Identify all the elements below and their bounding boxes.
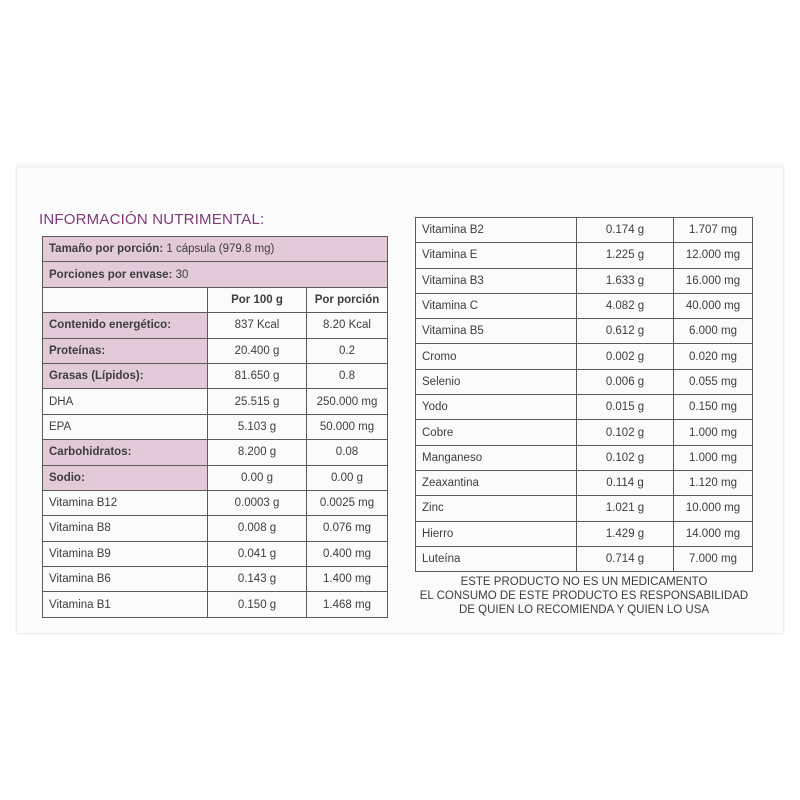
row-name-cell: Zeaxantina bbox=[416, 470, 577, 495]
row-name-cell: Sodio: bbox=[43, 465, 208, 490]
table-row bbox=[43, 490, 388, 515]
row-name-cell: Vitamina B2 bbox=[416, 218, 577, 243]
portions-value: 30 bbox=[175, 268, 189, 281]
row-per100-cell: 0.006 g bbox=[577, 369, 674, 394]
row-perportion-cell: 50.000 mg bbox=[307, 414, 388, 439]
header-empty-cell bbox=[43, 287, 208, 312]
table-row bbox=[43, 363, 388, 388]
table-row bbox=[43, 541, 388, 566]
portions-cell bbox=[43, 262, 388, 287]
serving-size-row bbox=[43, 237, 388, 262]
row-perportion-cell: 0.2 bbox=[307, 338, 388, 363]
left-table-body bbox=[43, 313, 388, 618]
row-per100-cell: 0.102 g bbox=[577, 420, 674, 445]
table-row bbox=[43, 313, 388, 338]
portions-row bbox=[43, 262, 388, 287]
serving-size-cell bbox=[43, 237, 388, 262]
header-per100: Por 100 g bbox=[208, 287, 307, 312]
table-row bbox=[416, 344, 753, 369]
table-row bbox=[43, 567, 388, 592]
row-name-cell: Proteínas: bbox=[43, 338, 208, 363]
row-perportion-cell: 12.000 mg bbox=[674, 243, 753, 268]
row-per100-cell: 0.0003 g bbox=[208, 490, 307, 515]
header-row bbox=[43, 287, 388, 312]
table-row bbox=[416, 420, 753, 445]
table-row bbox=[416, 521, 753, 546]
row-perportion-cell: 40.000 mg bbox=[674, 293, 753, 318]
disclaimer-line-1: ESTE PRODUCTO NO ES UN MEDICAMENTO bbox=[460, 576, 708, 588]
row-perportion-cell: 1.000 mg bbox=[674, 445, 753, 470]
row-name-cell: Vitamina B12 bbox=[43, 490, 208, 515]
row-per100-cell: 25.515 g bbox=[208, 389, 307, 414]
row-perportion-cell: 0.00 g bbox=[307, 465, 388, 490]
row-perportion-cell: 14.000 mg bbox=[674, 521, 753, 546]
table-row bbox=[43, 465, 388, 490]
row-perportion-cell: 0.0025 mg bbox=[307, 490, 388, 515]
row-name-cell: EPA bbox=[43, 414, 208, 439]
row-perportion-cell: 16.000 mg bbox=[674, 268, 753, 293]
row-perportion-cell: 0.055 mg bbox=[674, 369, 753, 394]
row-per100-cell: 0.041 g bbox=[208, 541, 307, 566]
table-row bbox=[416, 445, 753, 470]
table-row bbox=[43, 338, 388, 363]
table-row bbox=[43, 440, 388, 465]
row-name-cell: Selenio bbox=[416, 369, 577, 394]
row-per100-cell: 0.114 g bbox=[577, 470, 674, 495]
table-row bbox=[43, 592, 388, 617]
row-per100-cell: 0.612 g bbox=[577, 319, 674, 344]
row-name-cell: Yodo bbox=[416, 395, 577, 420]
row-per100-cell: 20.400 g bbox=[208, 338, 307, 363]
row-per100-cell: 1.021 g bbox=[577, 496, 674, 521]
row-name-cell: Vitamina B3 bbox=[416, 268, 577, 293]
row-per100-cell: 0.150 g bbox=[208, 592, 307, 617]
row-per100-cell: 0.714 g bbox=[577, 546, 674, 571]
serving-size-value: 1 cápsula (979.8 mg) bbox=[166, 243, 275, 256]
row-per100-cell: 0.143 g bbox=[208, 567, 307, 592]
row-perportion-cell: 1.707 mg bbox=[674, 218, 753, 243]
row-per100-cell: 1.429 g bbox=[577, 521, 674, 546]
row-perportion-cell: 0.020 mg bbox=[674, 344, 753, 369]
table-row bbox=[416, 293, 753, 318]
row-per100-cell: 8.200 g bbox=[208, 440, 307, 465]
disclaimer-line-3: DE QUIEN LO RECOMIENDA Y QUIEN LO USA bbox=[458, 604, 710, 616]
table-row bbox=[43, 516, 388, 541]
row-per100-cell: 837 Kcal bbox=[208, 313, 307, 338]
row-perportion-cell: 0.8 bbox=[307, 363, 388, 388]
row-per100-cell: 0.174 g bbox=[577, 218, 674, 243]
row-name-cell: Cromo bbox=[416, 344, 577, 369]
table-row bbox=[43, 414, 388, 439]
row-perportion-cell: 0.08 bbox=[307, 440, 388, 465]
row-per100-cell: 0.015 g bbox=[577, 395, 674, 420]
row-per100-cell: 0.008 g bbox=[208, 516, 307, 541]
table-row bbox=[416, 470, 753, 495]
row-perportion-cell: 1.120 mg bbox=[674, 470, 753, 495]
header-perportion: Por porción bbox=[307, 287, 388, 312]
row-per100-cell: 1.633 g bbox=[577, 268, 674, 293]
nutrition-table-right bbox=[415, 217, 753, 572]
row-name-cell: Grasas (Lípidos): bbox=[43, 363, 208, 388]
table-row bbox=[416, 496, 753, 521]
row-per100-cell: 4.082 g bbox=[577, 293, 674, 318]
row-per100-cell: 0.00 g bbox=[208, 465, 307, 490]
row-per100-cell: 81.650 g bbox=[208, 363, 307, 388]
row-name-cell: Vitamina B9 bbox=[43, 541, 208, 566]
row-name-cell: DHA bbox=[43, 389, 208, 414]
table-row bbox=[416, 268, 753, 293]
row-per100-cell: 0.102 g bbox=[577, 445, 674, 470]
row-perportion-cell: 1.000 mg bbox=[674, 420, 753, 445]
row-perportion-cell: 0.400 mg bbox=[307, 541, 388, 566]
nutrition-title: INFORMACIÓN NUTRIMENTAL: bbox=[39, 211, 265, 228]
row-name-cell: Zinc bbox=[416, 496, 577, 521]
row-perportion-cell: 1.468 mg bbox=[307, 592, 388, 617]
row-per100-cell: 0.002 g bbox=[577, 344, 674, 369]
row-perportion-cell: 8.20 Kcal bbox=[307, 313, 388, 338]
row-name-cell: Cobre bbox=[416, 420, 577, 445]
table-row bbox=[416, 319, 753, 344]
row-per100-cell: 5.103 g bbox=[208, 414, 307, 439]
row-name-cell: Vitamina C bbox=[416, 293, 577, 318]
row-name-cell: Luteína bbox=[416, 546, 577, 571]
row-perportion-cell: 7.000 mg bbox=[674, 546, 753, 571]
row-name-cell: Vitamina B8 bbox=[43, 516, 208, 541]
table-row bbox=[416, 395, 753, 420]
table-row bbox=[416, 369, 753, 394]
table-row bbox=[416, 546, 753, 571]
disclaimer bbox=[415, 575, 753, 617]
table-row bbox=[416, 243, 753, 268]
row-perportion-cell: 6.000 mg bbox=[674, 319, 753, 344]
table-row bbox=[416, 218, 753, 243]
row-name-cell: Vitamina B6 bbox=[43, 567, 208, 592]
row-name-cell: Carbohidratos: bbox=[43, 440, 208, 465]
package-lid-edge bbox=[17, 162, 783, 168]
right-table-body bbox=[416, 218, 753, 572]
row-name-cell: Contenido energético: bbox=[43, 313, 208, 338]
row-name-cell: Vitamina B5 bbox=[416, 319, 577, 344]
row-name-cell: Manganeso bbox=[416, 445, 577, 470]
row-perportion-cell: 1.400 mg bbox=[307, 567, 388, 592]
table-row bbox=[43, 389, 388, 414]
row-perportion-cell: 0.076 mg bbox=[307, 516, 388, 541]
row-name-cell: Vitamina E bbox=[416, 243, 577, 268]
row-perportion-cell: 250.000 mg bbox=[307, 389, 388, 414]
portions-label: Porciones por envase: bbox=[49, 268, 173, 281]
row-name-cell: Hierro bbox=[416, 521, 577, 546]
row-perportion-cell: 10.000 mg bbox=[674, 496, 753, 521]
disclaimer-line-2: EL CONSUMO DE ESTE PRODUCTO ES RESPONSABILIDAD bbox=[419, 590, 749, 602]
nutrition-table-left bbox=[42, 236, 388, 618]
row-per100-cell: 1.225 g bbox=[577, 243, 674, 268]
row-name-cell: Vitamina B1 bbox=[43, 592, 208, 617]
row-perportion-cell: 0.150 mg bbox=[674, 395, 753, 420]
serving-size-label: Tamaño por porción: bbox=[49, 243, 164, 256]
